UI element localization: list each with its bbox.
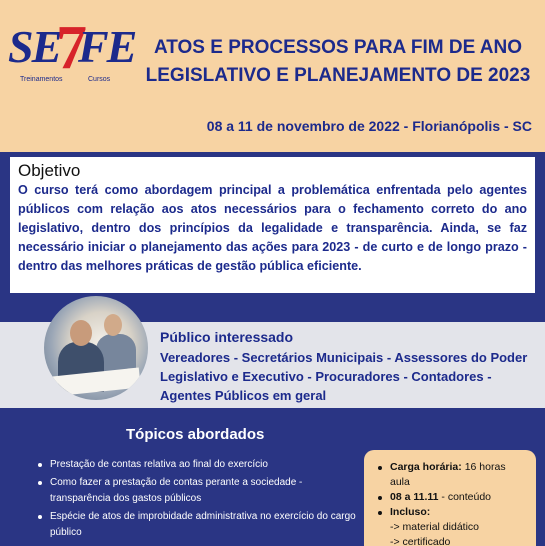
list-item: Prestação de contas relativa ao final do exercício (36, 457, 356, 473)
audience-heading: Público interessado (160, 329, 294, 345)
objective-box (10, 157, 535, 293)
workload-value: 16 horas aula (390, 461, 506, 488)
course-title-line1: ATOS E PROCESSOS PARA FIM DE ANO (153, 37, 523, 58)
list-item: Espécie de atos de improbidade administrativa no exercício do cargo público (36, 509, 356, 541)
content-item (376, 490, 524, 505)
logo-seven: 7 (56, 14, 87, 82)
meeting-photo (44, 296, 148, 400)
list-item: Como fazer a prestação de contas perante a sociedade - transparência dos gastos públicos (36, 475, 356, 507)
course-title-line2: LEGISLATIVO E PLANEJAMENTO DE 2023 (145, 65, 531, 86)
logo-letters-left: SE (8, 21, 61, 72)
info-box (364, 450, 536, 546)
topics-list (36, 457, 356, 543)
sete-logo (8, 14, 136, 98)
workload-item (376, 460, 524, 490)
topics-heading: Tópicos abordados (126, 426, 265, 443)
includes-label: Incluso: (390, 506, 431, 518)
content-dates: 08 a 11.11 (390, 491, 439, 503)
logo-caption-left: Treinamentos (20, 76, 63, 83)
includes-certificate: -> certificado (390, 536, 451, 546)
includes-item (376, 505, 524, 520)
logo-letters-right: FE (78, 21, 136, 72)
course-title (138, 34, 538, 90)
date-place: 08 a 11 de novembro de 2022 - Florianópolis - SC (206, 118, 532, 134)
objective-heading: Objetivo (18, 161, 81, 180)
content-label: - conteúdo (441, 491, 492, 503)
includes-material: -> material didático (390, 521, 479, 533)
info-list (376, 460, 524, 520)
logo-caption-right: Cursos (88, 76, 111, 83)
header-band (0, 0, 545, 152)
audience-text: Vereadores - Secretários Municipais - Assessores do Poder Legislativo e Executivo - Procuradores - Contadores - Agentes Públicos em geral (160, 350, 528, 403)
workload-label: Carga horária: (390, 461, 462, 473)
objective-text: O curso terá como abordagem principal a problemática enfrentada pelo agentes públicos com relação aos atos necessários para o fechamento correto do ano legislativo, dentro dos princípios da legalidade e transparência. Ainda, se faz necessário iniciar o planejamento das ações para 2023 - de curto e de longo prazo - dentro das melhores práticas de gestão pública eficiente. (18, 183, 527, 273)
